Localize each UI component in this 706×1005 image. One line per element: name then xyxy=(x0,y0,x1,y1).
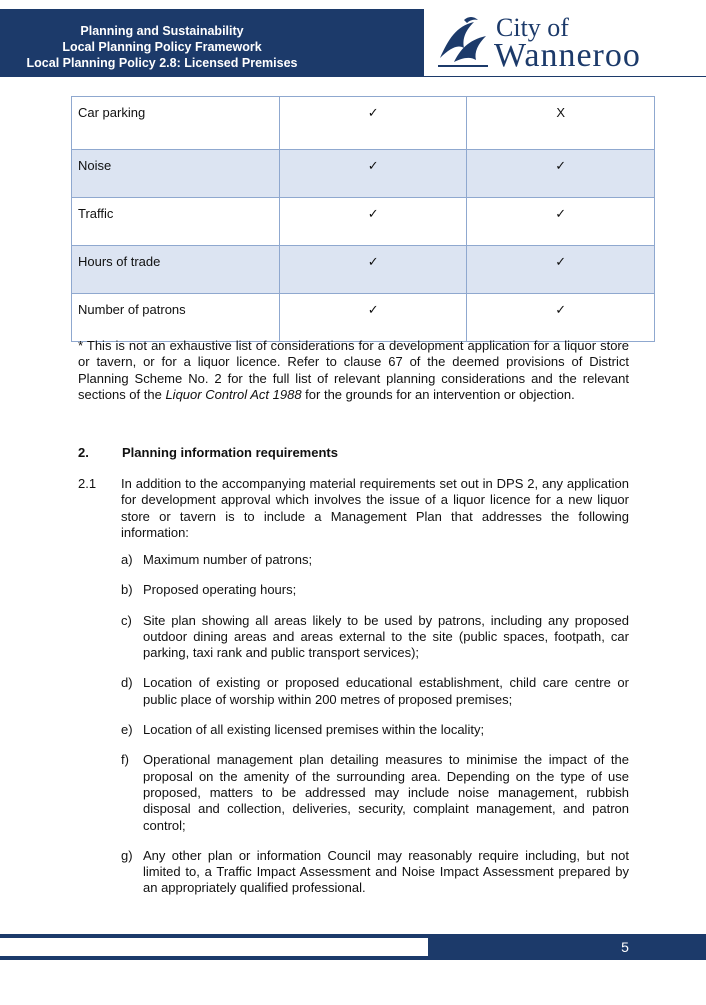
footnote-text: * This is not an exhaustive list of considerations for a development application for a liquor store or tavern, or for a liquor licence. Refer to clause 67 of the deemed provisions of District Planning Scheme No. 2 for the full list of relevant planning considerations and the relevant sections of the xyxy=(78,338,629,402)
row-col2-mark: ✓ xyxy=(279,246,467,294)
city-logo xyxy=(424,8,706,76)
table-row xyxy=(72,198,655,246)
page-number: 5 xyxy=(621,939,629,955)
row-col3-mark: ✓ xyxy=(467,150,655,198)
clause-number: 2.1 xyxy=(78,476,97,491)
clause-2-1 xyxy=(78,476,629,541)
row-col2-mark: ✓ xyxy=(279,198,467,246)
header-line-3: Local Planning Policy 2.8: Licensed Premises xyxy=(26,56,298,70)
header-line-1: Planning and Sustainability xyxy=(80,24,244,38)
row-col3-mark: X xyxy=(467,97,655,150)
item-text: Operational management plan detailing measures to minimise the impact of the proposal on the amenity of the surrounding area. Depending on the type of use proposed, matters to be addressed may include noise management, rubbish disposal and collection, deliveries, security, complaint management, and patron control; xyxy=(143,752,629,833)
table-row xyxy=(72,97,655,150)
list-item xyxy=(121,675,629,708)
table-footnote xyxy=(78,338,629,403)
section-heading xyxy=(78,445,338,460)
logo-city-text: City of xyxy=(496,13,569,42)
considerations-table xyxy=(71,96,655,342)
section-number: 2. xyxy=(78,445,89,460)
list-item xyxy=(121,848,629,897)
row-label: Noise xyxy=(72,150,280,198)
list-item xyxy=(121,552,629,568)
header-line-2: Local Planning Policy Framework xyxy=(62,40,262,54)
item-label: c) xyxy=(121,612,132,628)
row-label: Number of patrons xyxy=(72,294,280,342)
requirements-list xyxy=(121,552,629,911)
item-text: Maximum number of patrons; xyxy=(143,552,313,567)
item-text: Location of existing or proposed educational establishment, child care centre or public place of worship within 200 metres of proposed premises; xyxy=(143,675,629,707)
act-title: Liquor Control Act 1988 xyxy=(165,386,302,402)
table-row xyxy=(72,246,655,294)
list-item xyxy=(121,613,629,662)
item-label: e) xyxy=(121,722,133,738)
row-col3-mark: ✓ xyxy=(467,294,655,342)
item-label: b) xyxy=(121,582,133,598)
row-col3-mark: ✓ xyxy=(467,198,655,246)
row-col2-mark: ✓ xyxy=(279,294,467,342)
list-item xyxy=(121,752,629,833)
row-label: Traffic xyxy=(72,198,280,246)
item-label: a) xyxy=(121,552,133,567)
item-text: Location of all existing licensed premises within the locality; xyxy=(143,722,485,738)
footnote-text-end: for the grounds for an intervention or objection. xyxy=(301,386,575,402)
row-label: Hours of trade xyxy=(72,246,280,294)
item-label: d) xyxy=(121,675,133,691)
section-title: Planning information requirements xyxy=(122,445,338,460)
item-label: g) xyxy=(121,847,133,863)
list-item xyxy=(121,582,629,598)
item-text: Any other plan or information Council may reasonably require including, but not limited to, a Traffic Impact Assessment and Noise Impact Assessment prepared by an appropriately qualified professional. xyxy=(143,847,629,896)
footer-divider xyxy=(0,938,428,956)
list-item xyxy=(121,722,629,738)
swan-logo-icon xyxy=(434,14,492,70)
row-col3-mark: ✓ xyxy=(467,246,655,294)
row-label: Car parking xyxy=(72,97,280,150)
logo-name-text: Wanneroo xyxy=(494,37,641,74)
header-title xyxy=(0,23,324,71)
row-col2-mark: ✓ xyxy=(279,150,467,198)
table-row xyxy=(72,294,655,342)
item-label: f) xyxy=(121,752,129,768)
item-text: Proposed operating hours; xyxy=(143,582,297,598)
item-text: Site plan showing all areas likely to be used by patrons, including any proposed outdoor dining areas and areas external to the site (public spaces, footpath, car parking, taxi rank and public transport services); xyxy=(143,612,629,661)
table-row xyxy=(72,150,655,198)
clause-text: In addition to the accompanying material requirements set out in DPS 2, any application for development approval which involves the issue of a liquor licence for a new liquor store or tavern is to include a Management Plan that addresses the following information: xyxy=(121,476,629,540)
row-col2-mark: ✓ xyxy=(279,97,467,150)
